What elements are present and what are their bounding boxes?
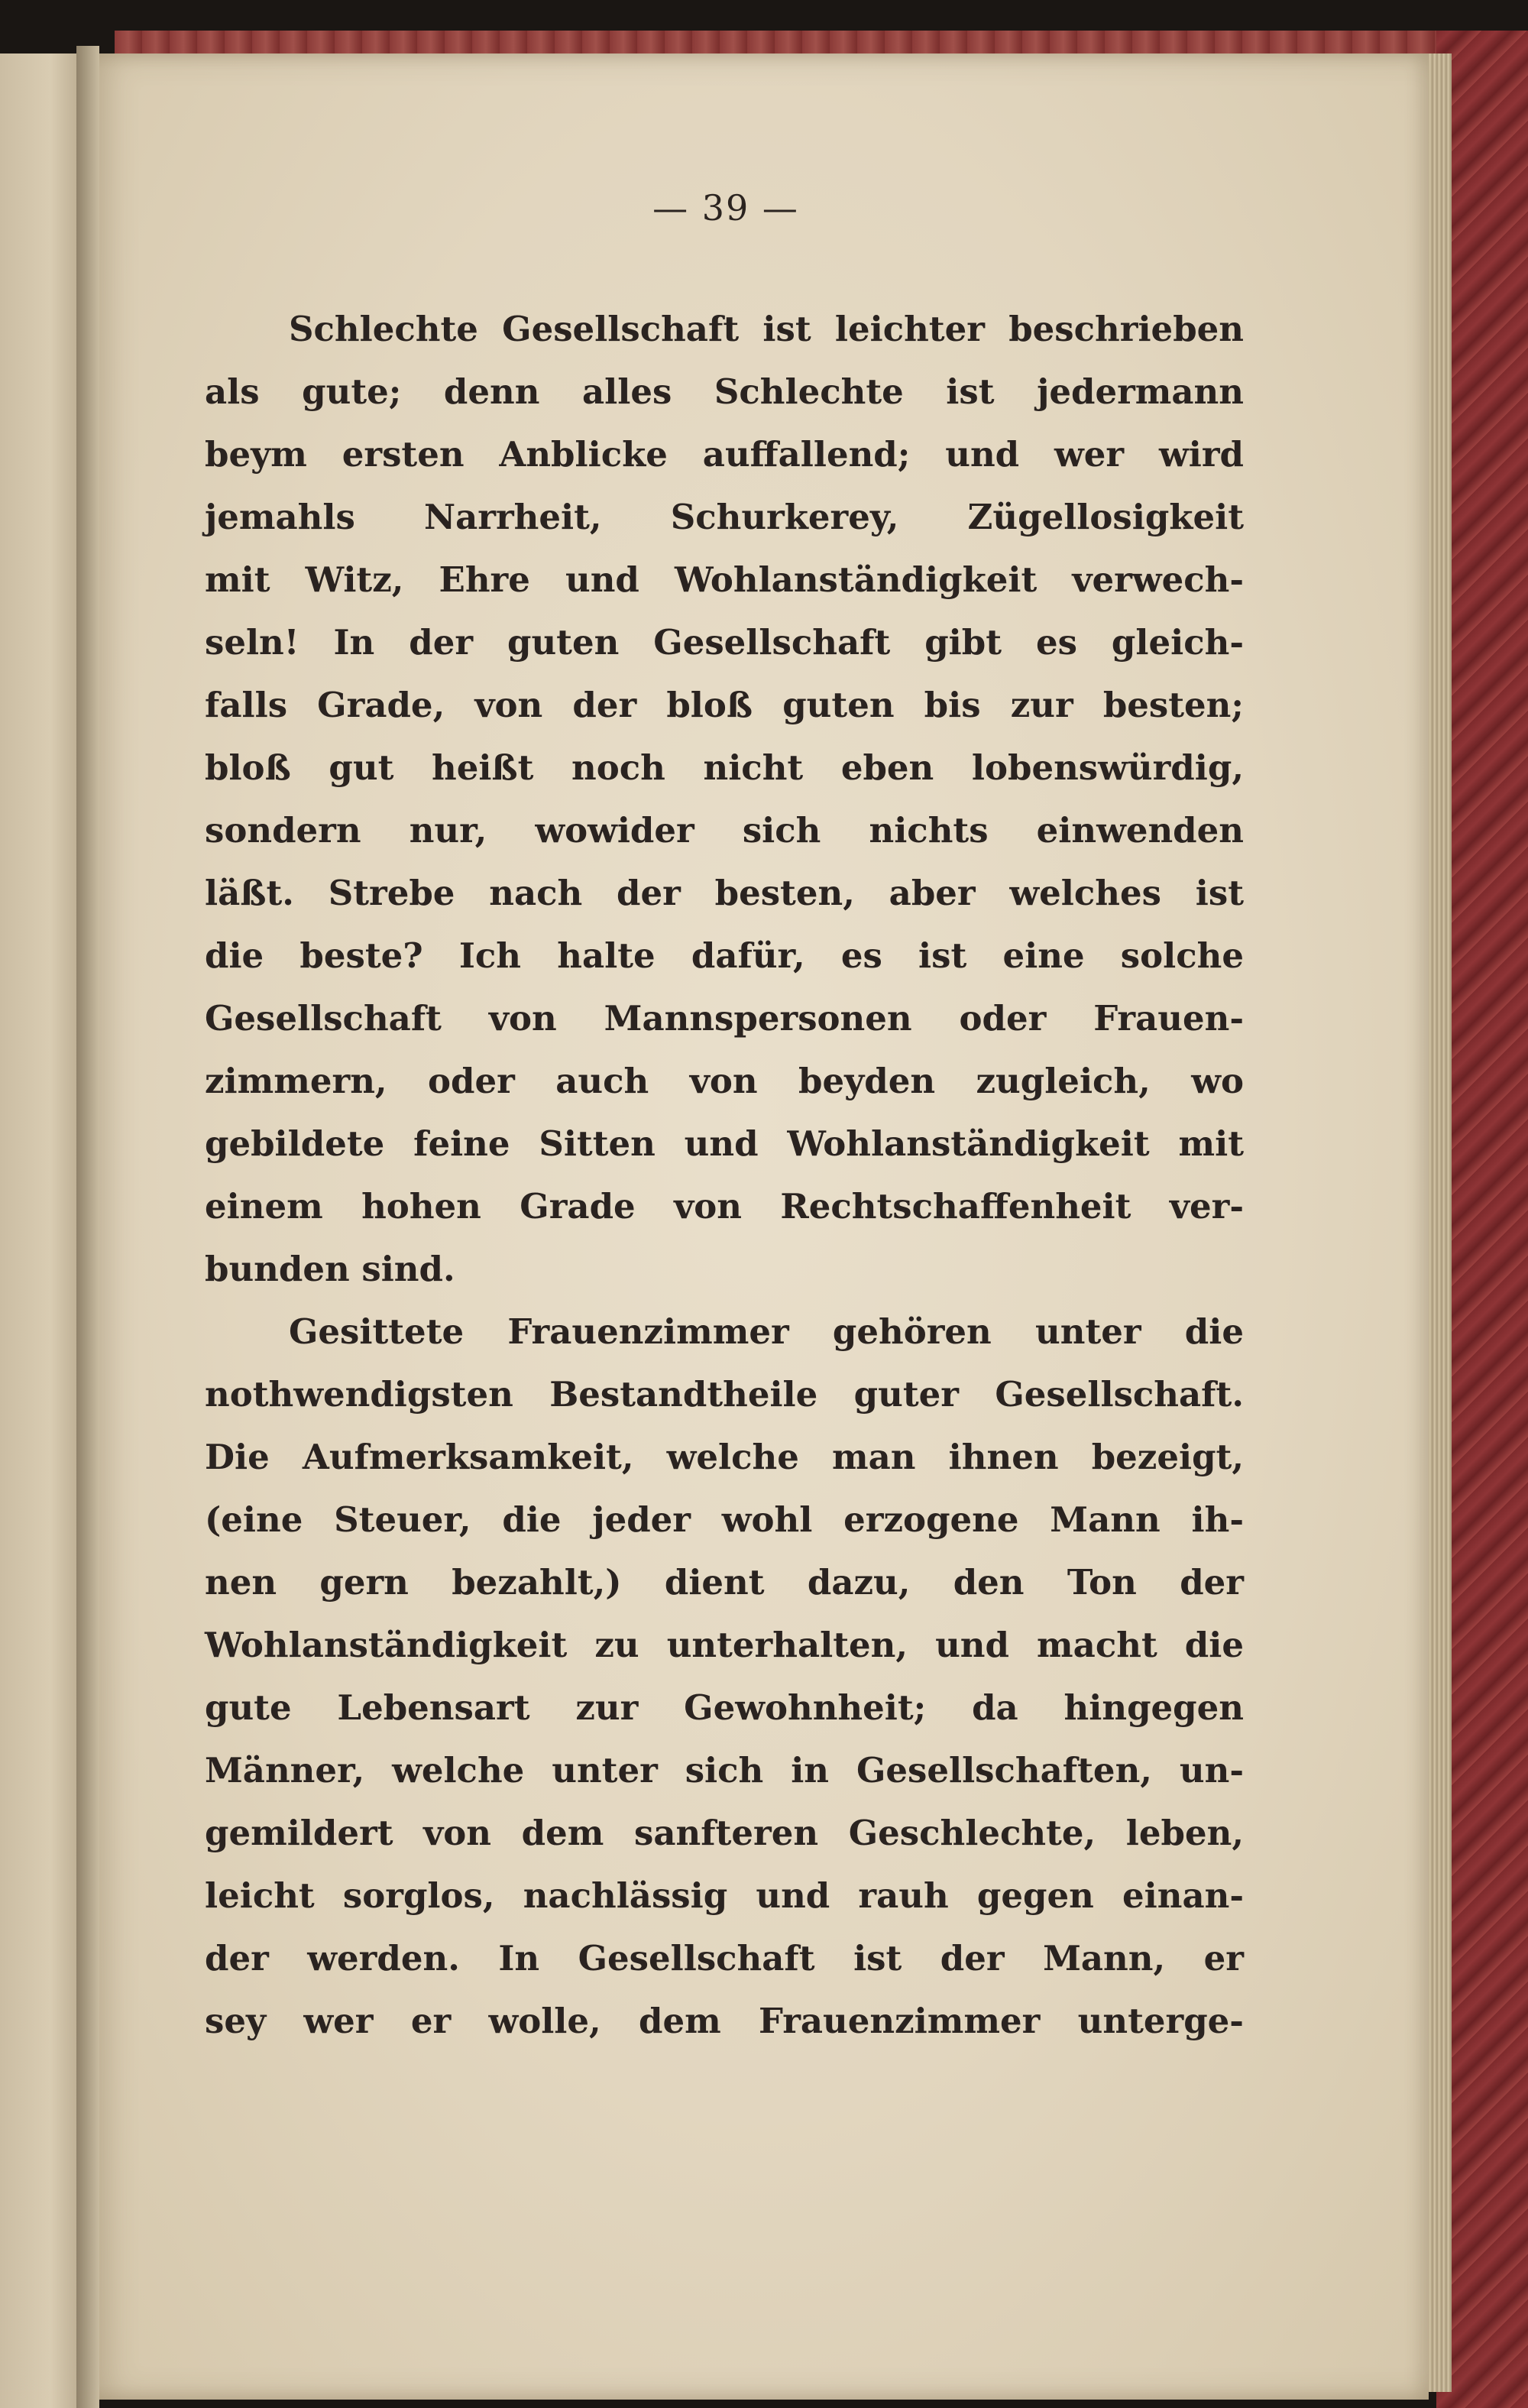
paragraph-2 (205, 1301, 1244, 2053)
text-line: Männer, welche unter sich in Gesellschaften, un- (205, 1750, 1244, 1791)
text-line: bloß gut heißt noch nicht eben lobenswürdig, (205, 747, 1244, 788)
text-line: Gesittete Frauenzimmer gehören unter die (289, 1311, 1244, 1352)
text-line: gemildert von dem sanfteren Geschlechte, leben, (205, 1813, 1244, 1853)
text-line: die beste? Ich halte dafür, es ist eine solche (205, 935, 1244, 976)
page-number: — 39 — (652, 187, 799, 228)
left-page-edge (0, 53, 84, 2408)
page-text (205, 298, 1244, 2053)
text-line: läßt. Strebe nach der besten, aber welches ist (205, 873, 1244, 913)
text-line: gute Lebensart zur Gewohnheit; da hingegen (205, 1687, 1244, 1728)
text-line: gebildete feine Sitten und Wohlanständigkeit mit (205, 1123, 1244, 1164)
text-line: sondern nur, wowider sich nichts einwenden (205, 810, 1244, 851)
text-line: mit Witz, Ehre und Wohlanständigkeit verwech- (205, 559, 1244, 600)
text-line: Die Aufmerksamkeit, welche man ihnen bezeigt, (205, 1437, 1244, 1477)
book-gutter (76, 46, 99, 2408)
text-line: falls Grade, von der bloß guten bis zur besten; (205, 685, 1244, 725)
text-line: bunden sind. (205, 1249, 455, 1289)
text-line: seln! In der guten Gesellschaft gibt es gleich- (205, 622, 1244, 663)
text-line: beym ersten Anblicke auffallend; und wer wird (205, 434, 1244, 475)
text-line: Wohlanständigkeit zu unterhalten, und macht die (205, 1625, 1244, 1665)
text-line: zimmern, oder auch von beyden zugleich, wo (205, 1061, 1244, 1101)
text-line: nen gern bezahlt,) dient dazu, den Ton der (205, 1562, 1244, 1603)
text-line: Schlechte Gesellschaft ist leichter beschrieben (289, 309, 1244, 349)
text-line: der werden. In Gesellschaft ist der Mann, er (205, 1938, 1244, 1979)
text-line: leicht sorglos, nachlässig und rauh gegen einan- (205, 1875, 1244, 1916)
text-line: als gute; denn alles Schlechte ist jedermann (205, 371, 1244, 412)
text-line: jemahls Narrheit, Schurkerey, Zügellosigkeit (205, 497, 1244, 537)
text-line: (eine Steuer, die jeder wohl erzogene Mann ih- (205, 1499, 1244, 1540)
text-line: sey wer er wolle, dem Frauenzimmer unterge- (205, 2001, 1244, 2041)
paragraph-1 (205, 298, 1244, 1301)
text-line: einem hohen Grade von Rechtschaffenheit ver- (205, 1186, 1244, 1227)
text-line: nothwendigsten Bestandtheile guter Gesellschaft. (205, 1374, 1244, 1415)
text-line: Gesellschaft von Mannspersonen oder Frauen- (205, 998, 1244, 1039)
